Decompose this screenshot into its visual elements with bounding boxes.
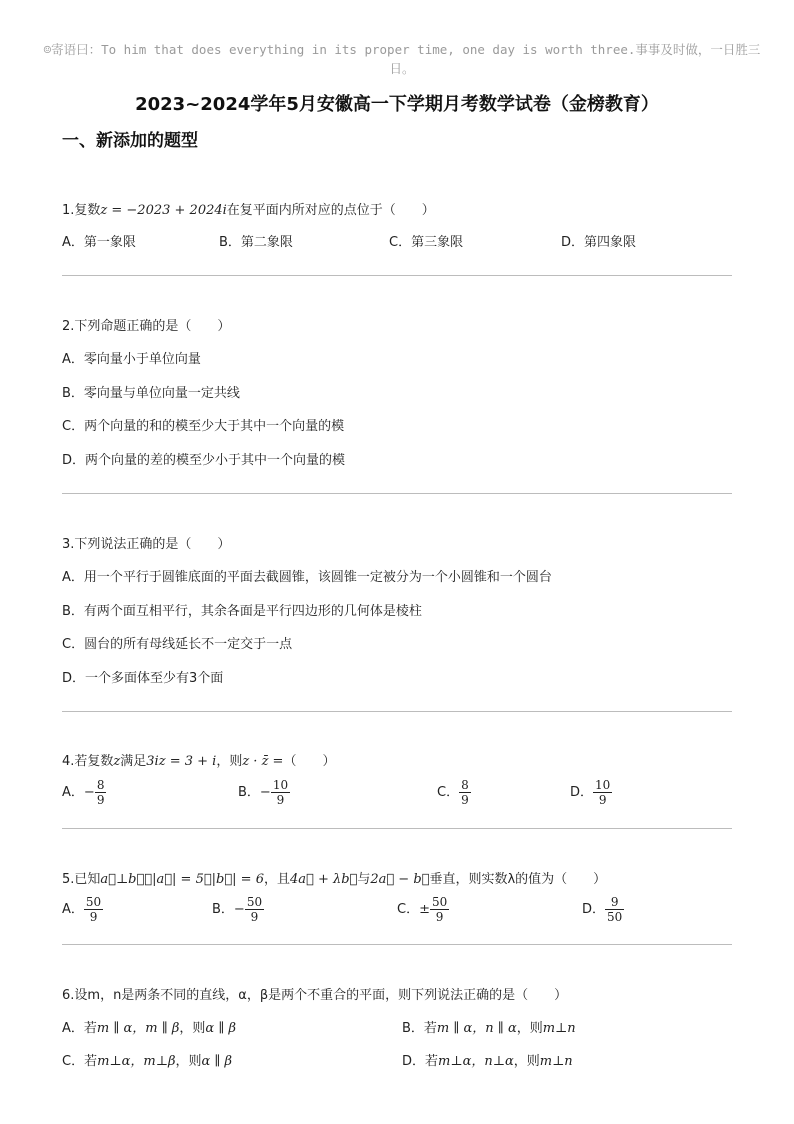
- option-label: A．: [62, 902, 84, 917]
- denominator: 9: [276, 793, 285, 807]
- page-title: 2023~2024学年5月安徽高一下学期月考数学试卷（金榜教育）: [135, 94, 659, 115]
- denominator: 9: [435, 910, 444, 924]
- question-3-option-d: D．一个多面体至少有3个面: [62, 671, 224, 686]
- option-math: α ∥ β: [201, 1054, 233, 1069]
- question-5-option-c: [397, 895, 449, 924]
- stem-text: 1.复数: [62, 203, 101, 218]
- option-fraction: [95, 778, 107, 807]
- option-sign: ±: [419, 902, 430, 917]
- numerator: 8: [461, 778, 469, 792]
- motto-header: ☺寄语曰：To him that does everything in its proper time, one day is worth three.事事及时做，一日胜三日。: [43, 42, 761, 76]
- option-label: D．: [582, 902, 606, 917]
- question-4-option-a: [62, 778, 106, 807]
- question-3-stem: 3.下列说法正确的是（ ）: [62, 537, 231, 552]
- option-label: C．: [437, 785, 460, 800]
- option-label: D．: [570, 785, 594, 800]
- question-6-option-a: [62, 1020, 236, 1038]
- option-label: B．: [238, 785, 260, 800]
- divider: [62, 493, 732, 494]
- numerator: 9: [605, 895, 624, 910]
- stem-text: 垂直，则实数λ的值为（ ）: [429, 872, 607, 887]
- question-5-stem: [62, 871, 606, 889]
- option-math: m⊥α，m⊥β: [97, 1054, 176, 1069]
- option-fraction: [271, 778, 290, 807]
- denominator: 9: [250, 910, 259, 924]
- question-1-option-b: B．第二象限: [219, 235, 293, 250]
- stem-text: ，则: [216, 754, 243, 769]
- divider: [62, 275, 732, 276]
- question-6-option-d: [402, 1053, 573, 1071]
- question-3-option-b: B．有两个面互相平行，其余各面是平行四边形的几何体是棱柱: [62, 604, 422, 619]
- option-label: B．若: [402, 1021, 437, 1036]
- question-2-option-c: C．两个向量的和的模至少大于其中一个向量的模: [62, 419, 345, 434]
- question-1-stem: [62, 202, 435, 220]
- divider: [62, 711, 732, 712]
- question-5-option-b: [212, 895, 264, 924]
- stem-text: 满足: [120, 754, 147, 769]
- stem-math: a⃗⊥b⃗，|a⃗| = 5，|b⃗| = 6: [100, 872, 264, 887]
- stem-math: z · z̄ =: [242, 754, 284, 769]
- question-5-option-a: [62, 895, 103, 924]
- numerator: 50: [85, 895, 102, 909]
- option-text: ，则: [516, 1021, 543, 1036]
- stem-math: 3iz = 3 + i: [146, 754, 217, 769]
- option-fraction: [593, 778, 612, 807]
- question-2-stem: 2.下列命题正确的是（ ）: [62, 319, 231, 334]
- option-label: C．: [397, 902, 420, 917]
- option-label: A．: [62, 785, 84, 800]
- option-sign: −: [83, 785, 95, 800]
- option-label: C．若: [62, 1054, 98, 1069]
- question-3-option-c: C．圆台的所有母线延长不一定交于一点: [62, 637, 293, 652]
- option-label: B．: [212, 902, 234, 917]
- question-2-option-b: B．零向量与单位向量一定共线: [62, 386, 240, 401]
- question-1-option-d: D．第四象限: [561, 235, 637, 250]
- stem-text: 4.若复数: [62, 754, 114, 769]
- option-fraction: [245, 895, 264, 924]
- denominator: 9: [89, 910, 98, 924]
- option-math: α ∥ β: [205, 1021, 236, 1036]
- question-3-option-a: A．用一个平行于圆锥底面的平面去截圆锥，该圆锥一定被分为一个小圆锥和一个圆台: [62, 570, 552, 585]
- question-6-stem: 6.设m，n是两条不同的直线，α，β是两个不重合的平面，则下列说法正确的是（ ）: [62, 988, 568, 1003]
- question-6-option-c: [62, 1053, 232, 1071]
- numerator: 8: [96, 778, 105, 792]
- question-1-option-a: A．第一象限: [62, 235, 136, 250]
- option-text: ，则: [179, 1021, 206, 1036]
- question-5-option-d: [582, 895, 624, 924]
- option-label: D．若: [402, 1054, 439, 1069]
- option-math: m ∥ α，n ∥ α: [436, 1021, 517, 1036]
- option-math: m⊥n: [542, 1021, 576, 1036]
- option-fraction: [430, 895, 449, 924]
- stem-text: 在复平面内所对应的点位于（ ）: [226, 203, 435, 218]
- stem-text: 5.已知: [62, 872, 101, 887]
- option-fraction: [459, 778, 471, 807]
- option-math: m⊥n: [539, 1054, 573, 1069]
- option-math: m⊥α，n⊥α: [438, 1054, 514, 1069]
- question-4-stem: [62, 753, 335, 771]
- question-1-option-c: C．第三象限: [389, 235, 464, 250]
- question-4-option-d: [570, 778, 612, 807]
- stem-math: 4a⃗ + λb⃗: [289, 872, 358, 887]
- denominator: 50: [607, 910, 623, 924]
- question-2-option-a: A．零向量小于单位向量: [62, 352, 201, 367]
- stem-text: （ ）: [283, 754, 336, 769]
- option-fraction: [84, 895, 103, 924]
- numerator: 50: [431, 895, 448, 909]
- section-title: 一、新添加的题型: [62, 131, 198, 151]
- denominator: 9: [598, 793, 607, 807]
- divider: [62, 828, 732, 829]
- option-text: ，则: [175, 1054, 202, 1069]
- option-sign: −: [233, 902, 245, 917]
- numerator: 50: [246, 895, 263, 909]
- divider: [62, 944, 732, 945]
- numerator: 10: [595, 778, 611, 792]
- question-2-option-d: D．两个向量的差的模至少小于其中一个向量的模: [62, 453, 346, 468]
- question-4-option-b: [238, 778, 290, 807]
- option-fraction: [605, 895, 624, 924]
- denominator: 9: [461, 793, 469, 807]
- stem-math: z: [113, 754, 121, 769]
- numerator: 10: [272, 778, 289, 792]
- stem-text: 与: [357, 872, 371, 887]
- question-4-option-c: [437, 778, 471, 807]
- stem-text: ，且: [263, 872, 290, 887]
- option-text: ，则: [513, 1054, 540, 1069]
- stem-math: z = −2023 + 2024i: [100, 203, 227, 218]
- option-label: A．若: [62, 1021, 97, 1036]
- question-6-option-b: [402, 1020, 576, 1038]
- option-sign: −: [259, 785, 271, 800]
- stem-math: 2a⃗ − b⃗: [370, 872, 430, 887]
- option-math: m ∥ α，m ∥ β: [96, 1021, 180, 1036]
- denominator: 9: [96, 793, 105, 807]
